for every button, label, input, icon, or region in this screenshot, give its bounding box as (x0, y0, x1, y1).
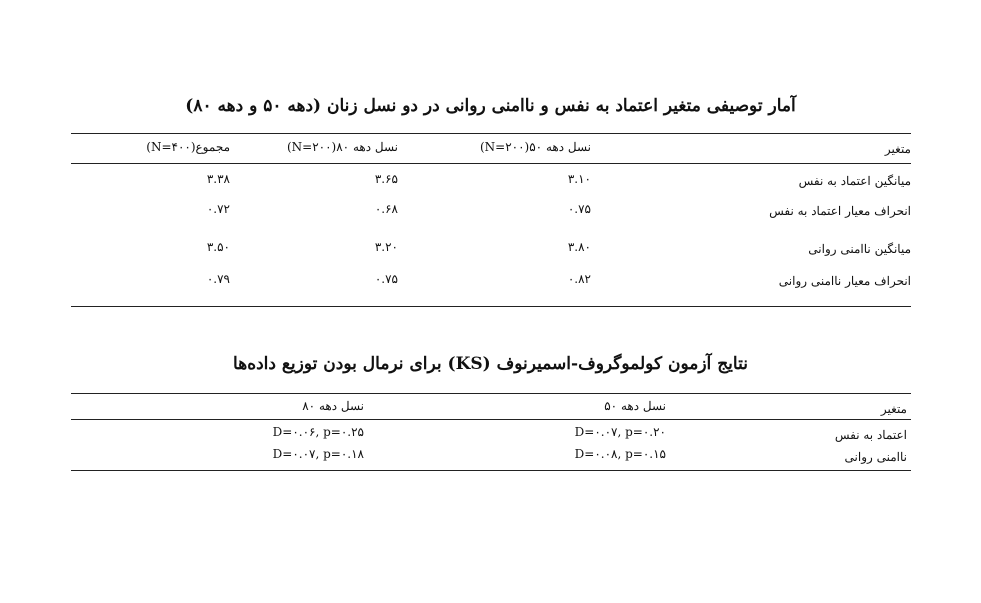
table2-title: نتایج آزمون کولموگروف-اسمیرنوف (KS) برای نرمال بودن توزیع داده‌ها (233, 354, 748, 374)
table1-header-variable: متغیر (884, 142, 911, 156)
table1-cell: ۳.۲۰ (374, 240, 398, 254)
table2-bottom-rule (71, 470, 911, 471)
table2-cell: D=۰.۰۸, p=۰.۱۵ (574, 447, 666, 461)
table1-cell: ۳.۱۰ (567, 172, 591, 186)
table1-cell: ۰.۷۵ (567, 202, 591, 216)
table2-top-rule (71, 393, 911, 394)
table1-cell: ۳.۳۸ (206, 172, 230, 186)
table1-cell: ۰.۷۵ (374, 272, 398, 286)
table2-row-label: اعتماد به نفس (834, 428, 907, 442)
table1-header-rule (71, 163, 911, 164)
table1-header-total: مجموع(N=۴۰۰) (146, 140, 230, 154)
table1-header-gen80: نسل دهه ۸۰(N=۲۰۰) (286, 140, 398, 154)
table1-row-label: انحراف معیار ناامنی روانی (778, 274, 911, 288)
table1-cell: ۰.۷۲ (206, 202, 230, 216)
table1-cell: ۰.۸۲ (567, 272, 591, 286)
table1-row-label: انحراف معیار اعتماد به نفس (769, 204, 911, 218)
table2-cell: D=۰.۰۷, p=۰.۱۸ (272, 447, 364, 461)
table2-cell: D=۰.۰۶, p=۰.۲۵ (272, 425, 364, 439)
table2-header-gen50: نسل دهه ۵۰ (604, 399, 666, 413)
table2-header-gen80: نسل دهه ۸۰ (302, 399, 364, 413)
table1-row-label: میانگین ناامنی روانی (808, 242, 911, 256)
table1-cell: ۳.۸۰ (567, 240, 591, 254)
table1-cell: ۰.۷۹ (206, 272, 230, 286)
table1-cell: ۳.۶۵ (374, 172, 398, 186)
table1-row-label: میانگین اعتماد به نفس (798, 174, 911, 188)
table1-title: آمار توصیفی متغیر اعتماد به نفس و ناامنی روانی در دو نسل زنان (دهه ۵۰ و دهه ۸۰) (185, 96, 796, 116)
table2-header-rule (71, 419, 911, 420)
table1-top-rule (71, 133, 911, 134)
table1-cell: ۰.۶۸ (374, 202, 398, 216)
table2-row-label: ناامنی روانی (844, 450, 907, 464)
table1-bottom-rule (71, 306, 911, 307)
table2-header-variable: متغیر (880, 402, 907, 416)
table1-header-gen50: نسل دهه ۵۰(N=۲۰۰) (479, 140, 591, 154)
table1-cell: ۳.۵۰ (206, 240, 230, 254)
table2-cell: D=۰.۰۷, p=۰.۲۰ (574, 425, 666, 439)
